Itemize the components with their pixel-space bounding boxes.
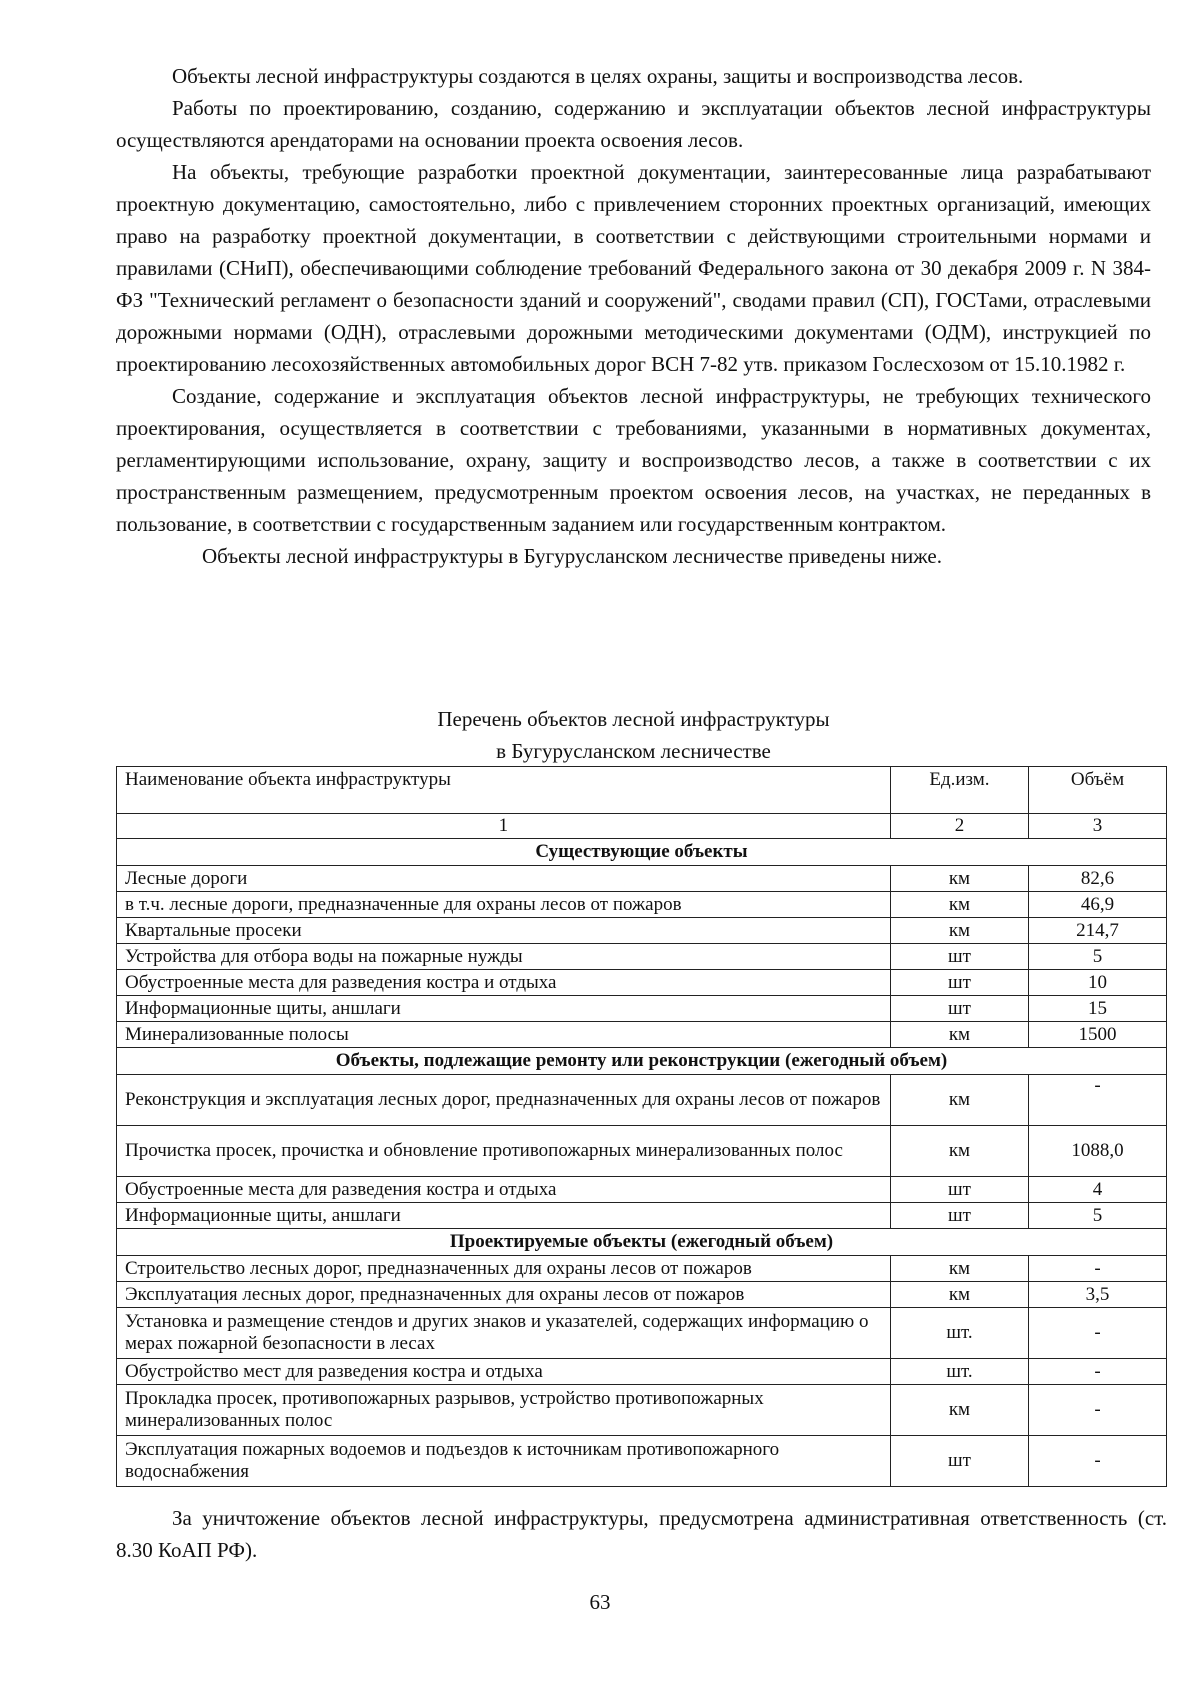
row-value: 5: [1029, 944, 1167, 970]
table-row: [117, 892, 1167, 918]
row-name: Эксплуатация лесных дорог, предназначенных для охраны лесов от пожаров: [117, 1282, 891, 1308]
row-unit: км: [890, 918, 1028, 944]
page-number: 63: [589, 1590, 611, 1614]
table-row: [117, 1177, 1167, 1203]
row-value: 82,6: [1029, 866, 1167, 892]
row-unit: шт.: [890, 1359, 1028, 1385]
row-value: 1500: [1029, 1022, 1167, 1048]
row-unit: км: [890, 1022, 1028, 1048]
table-row: [117, 970, 1167, 996]
row-name: Обустроенные места для разведения костра и отдыха: [117, 970, 891, 996]
row-unit: шт: [890, 1203, 1028, 1229]
row-value: 15: [1029, 996, 1167, 1022]
row-value: 10: [1029, 970, 1167, 996]
section-header-row: [117, 1048, 1167, 1075]
row-value: -: [1029, 1385, 1167, 1436]
table-row: [117, 1385, 1167, 1436]
row-unit: км: [890, 1256, 1028, 1282]
paragraph-4: Создание, содержание и эксплуатация объектов лесной инфраструктуры, не требующих технического проектирования, осуществляется в соответствии с требованиями, указанными в нормативных документах, регламентирующими использование, охрану, защиту и воспроизводство лесов, а также в соответствии с их пространственным размещением, предусмотренным проектом освоения лесов, на участках, не переданных в пользование, в соответствии с государственным заданием или государственным контрактом.: [116, 384, 1151, 536]
row-name: Квартальные просеки: [117, 918, 891, 944]
row-name: Строительство лесных дорог, предназначенных для охраны лесов от пожаров: [117, 1256, 891, 1282]
header-name: Наименование объекта инфраструктуры: [117, 767, 891, 814]
table-row: [117, 866, 1167, 892]
table-row: [117, 1308, 1167, 1359]
row-unit: шт: [890, 996, 1028, 1022]
row-name: Прочистка просек, прочистка и обновление противопожарных минерализованных полос: [117, 1126, 891, 1177]
row-unit: шт: [890, 970, 1028, 996]
column-number-row: [117, 814, 1167, 839]
paragraph-5: Объекты лесной инфраструктуры в Бугурусланском лесничестве приведены ниже.: [202, 544, 942, 568]
column-number-1: 1: [117, 814, 891, 839]
row-name: Обустроенные места для разведения костра и отдыха: [117, 1177, 891, 1203]
row-name: Эксплуатация пожарных водоемов и подъездов к источникам противопожарного водоснабжения: [117, 1436, 891, 1487]
row-name: Минерализованные полосы: [117, 1022, 891, 1048]
row-value: -: [1029, 1436, 1167, 1487]
row-value: 4: [1029, 1177, 1167, 1203]
row-unit: км: [890, 1385, 1028, 1436]
row-value: -: [1029, 1075, 1167, 1126]
row-unit: км: [890, 892, 1028, 918]
row-name: Установка и размещение стендов и других знаков и указателей, содержащих информацию о мерах пожарной безопасности в лесах: [117, 1308, 891, 1359]
row-unit: шт.: [890, 1308, 1028, 1359]
row-value: 214,7: [1029, 918, 1167, 944]
table-title: [116, 703, 1151, 767]
row-value: 1088,0: [1029, 1126, 1167, 1177]
section-title: Проектируемые объекты (ежегодный объем): [117, 1229, 1167, 1256]
row-unit: шт: [890, 944, 1028, 970]
table-header-row: [117, 767, 1167, 814]
table-row: [117, 918, 1167, 944]
body-text: [116, 60, 1151, 572]
section-header-row: [117, 1229, 1167, 1256]
section-title: Объекты, подлежащие ремонту или реконструкции (ежегодный объем): [117, 1048, 1167, 1075]
table-title-line-2: в Бугурусланском лесничестве: [496, 739, 771, 763]
paragraph-2: Работы по проектированию, созданию, содержанию и эксплуатации объектов лесной инфраструктуры осуществляются арендаторами на основании проекта освоения лесов.: [116, 96, 1151, 152]
table-row: [117, 1022, 1167, 1048]
section-title: Существующие объекты: [117, 839, 1167, 866]
table-row: [117, 1282, 1167, 1308]
row-value: -: [1029, 1308, 1167, 1359]
column-number-3: 3: [1029, 814, 1167, 839]
row-name: Устройства для отбора воды на пожарные нужды: [117, 944, 891, 970]
row-value: -: [1029, 1256, 1167, 1282]
table-row: [117, 1359, 1167, 1385]
row-name: Лесные дороги: [117, 866, 891, 892]
row-name: Реконструкция и эксплуатация лесных дорог, предназначенных для охраны лесов от пожаров: [117, 1075, 891, 1126]
row-name: Информационные щиты, аншлаги: [117, 996, 891, 1022]
row-name: Информационные щиты, аншлаги: [117, 1203, 891, 1229]
section-header-row: [117, 839, 1167, 866]
table-row: [117, 944, 1167, 970]
row-value: 3,5: [1029, 1282, 1167, 1308]
infrastructure-table: [116, 766, 1167, 1487]
column-number-2: 2: [890, 814, 1028, 839]
row-value: 5: [1029, 1203, 1167, 1229]
liability-text: [116, 1502, 1167, 1566]
row-name: Обустройство мест для разведения костра и отдыха: [117, 1359, 891, 1385]
row-unit: км: [890, 1282, 1028, 1308]
header-volume: Объём: [1029, 767, 1167, 814]
paragraph-1: Объекты лесной инфраструктуры создаются в целях охраны, защиты и воспроизводства лесов.: [172, 64, 1024, 88]
paragraph-3: На объекты, требующие разработки проектной документации, заинтересованные лица разрабатывают проектную документацию, самостоятельно, либо с привлечением сторонних проектных организаций, имеющих право на разработку проектной документации, в соответствии с действующими строительными нормами и правилами (СНиП), обеспечивающими соблюдение требований Федерального закона от 30 декабря 2009 г. N 384-ФЗ "Технический регламент о безопасности зданий и сооружений", сводами правил (СП), ГОСТами, отраслевыми дорожными нормами (ОДН), отраслевыми дорожными методическими документами (ОДМ), инструкцией по проектированию лесохозяйственных автомобильных дорог ВСН 7-82 утв. приказом Гослесхозом от 15.10.1982 г.: [116, 160, 1151, 376]
row-name: в т.ч. лесные дороги, предназначенные для охраны лесов от пожаров: [117, 892, 891, 918]
row-unit: км: [890, 1075, 1028, 1126]
row-name: Прокладка просек, противопожарных разрывов, устройство противопожарных минерализованных полос: [117, 1385, 891, 1436]
row-unit: км: [890, 866, 1028, 892]
header-unit: Ед.изм.: [890, 767, 1028, 814]
row-value: 46,9: [1029, 892, 1167, 918]
liability-paragraph: За уничтожение объектов лесной инфраструктуры, предусмотрена административная ответственность (ст. 8.30 КоАП РФ).: [116, 1506, 1167, 1562]
table-row: [117, 1075, 1167, 1126]
row-unit: шт: [890, 1177, 1028, 1203]
table-row: [117, 1126, 1167, 1177]
row-value: -: [1029, 1359, 1167, 1385]
row-unit: км: [890, 1126, 1028, 1177]
table-row: [117, 996, 1167, 1022]
table-row: [117, 1203, 1167, 1229]
table-title-line-1: Перечень объектов лесной инфраструктуры: [437, 707, 830, 731]
table-row: [117, 1436, 1167, 1487]
table-row: [117, 1256, 1167, 1282]
row-unit: шт: [890, 1436, 1028, 1487]
